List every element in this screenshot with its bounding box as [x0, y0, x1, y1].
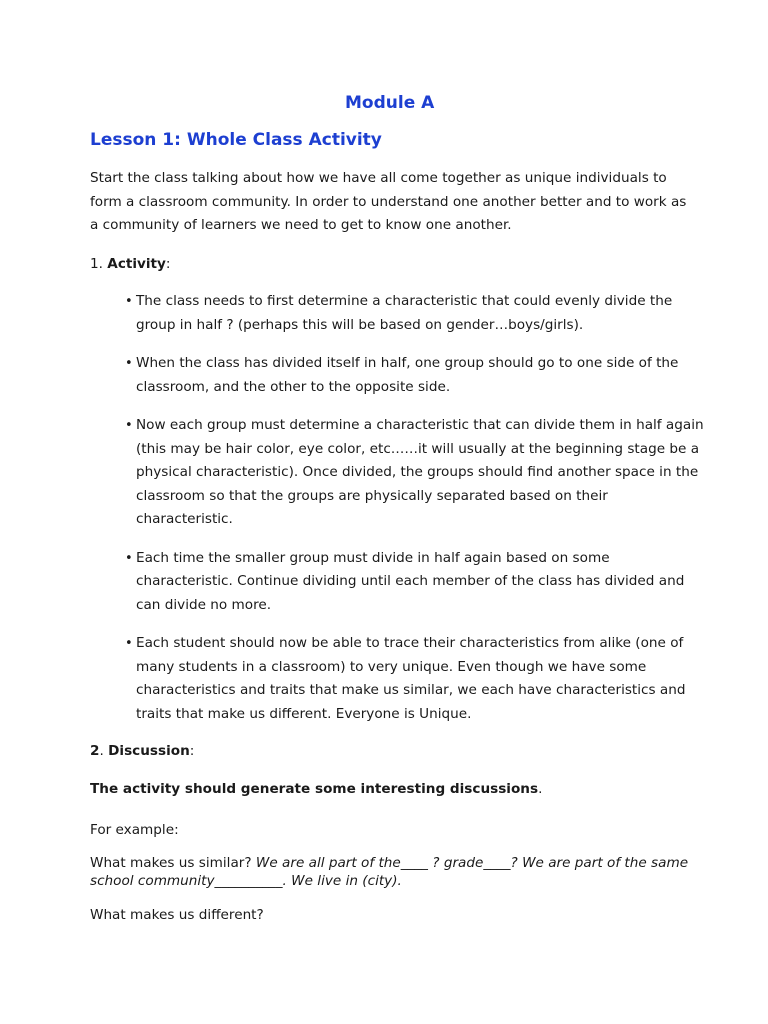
activity-steps-list [125, 290, 705, 741]
list-item [125, 414, 705, 532]
list-item-text: Each time the smaller group must divide in half again based on some characteristic. Continue dividing until each member of the class has divided and can divide no more. [136, 549, 685, 613]
activity-number: 1. [90, 256, 108, 272]
discussion-lead-period: . [538, 781, 543, 797]
module-title: Module A [345, 93, 435, 113]
list-item [125, 547, 705, 618]
different-question: What makes us different? [90, 907, 264, 923]
for-example-label: For example: [90, 822, 179, 838]
discussion-dot: . [99, 743, 109, 759]
discussion-colon: : [189, 743, 195, 759]
similar-question [90, 854, 690, 890]
bullet-icon: • [125, 418, 133, 433]
activity-label: Activity [107, 256, 166, 272]
bullet-icon: • [125, 294, 133, 309]
list-item-text: When the class has divided itself in half, one group should go to one side of the classroom, and the other to the opposite side. [136, 355, 679, 395]
list-item-text: The class needs to first determine a characteristic that could evenly divide the group in half ? (perhaps this will be based on gender…boys/girls). [136, 293, 673, 333]
list-item-text: Each student should now be able to trace their characteristics from alike (one of many students in a classroom) to very unique. Even though we have some characteristics and traits that make us similar, we each have characteristics and traits that make us different. Everyone is Unique. [136, 635, 686, 722]
list-item-text: Now each group must determine a characteristic that can divide them in half again (this may be hair color, eye color, etc……it will usually at the beginning stage be a physical characteristic). Once divided, the groups should find another space in the classroom so that the groups are physically separated based on their characteristic. [136, 417, 704, 527]
discussion-label: Discussion [108, 743, 190, 759]
bullet-icon: • [125, 550, 133, 566]
similar-question-text: What makes us similar? [90, 855, 256, 871]
list-item [125, 290, 705, 337]
lesson-title: Lesson 1: Whole Class Activity [90, 130, 382, 150]
discussion-number: 2 [90, 743, 100, 759]
list-item [125, 632, 705, 726]
discussion-lead-text: The activity should generate some interesting discussions [90, 781, 539, 797]
activity-heading [90, 254, 171, 274]
similar-answer: We are all part of the____ ? grade____? We are part of the same school community__________. We live in (city). [90, 855, 689, 889]
bullet-icon: • [125, 356, 133, 371]
list-item [125, 352, 705, 399]
discussion-heading [90, 741, 194, 761]
bullet-icon: • [125, 636, 133, 651]
activity-colon: : [165, 256, 171, 272]
discussion-lead [90, 781, 542, 797]
intro-paragraph: Start the class talking about how we have all come together as unique individuals to form a classroom community. In order to understand one another better and to work as a community of learners we need to get to know one another. [90, 170, 687, 233]
